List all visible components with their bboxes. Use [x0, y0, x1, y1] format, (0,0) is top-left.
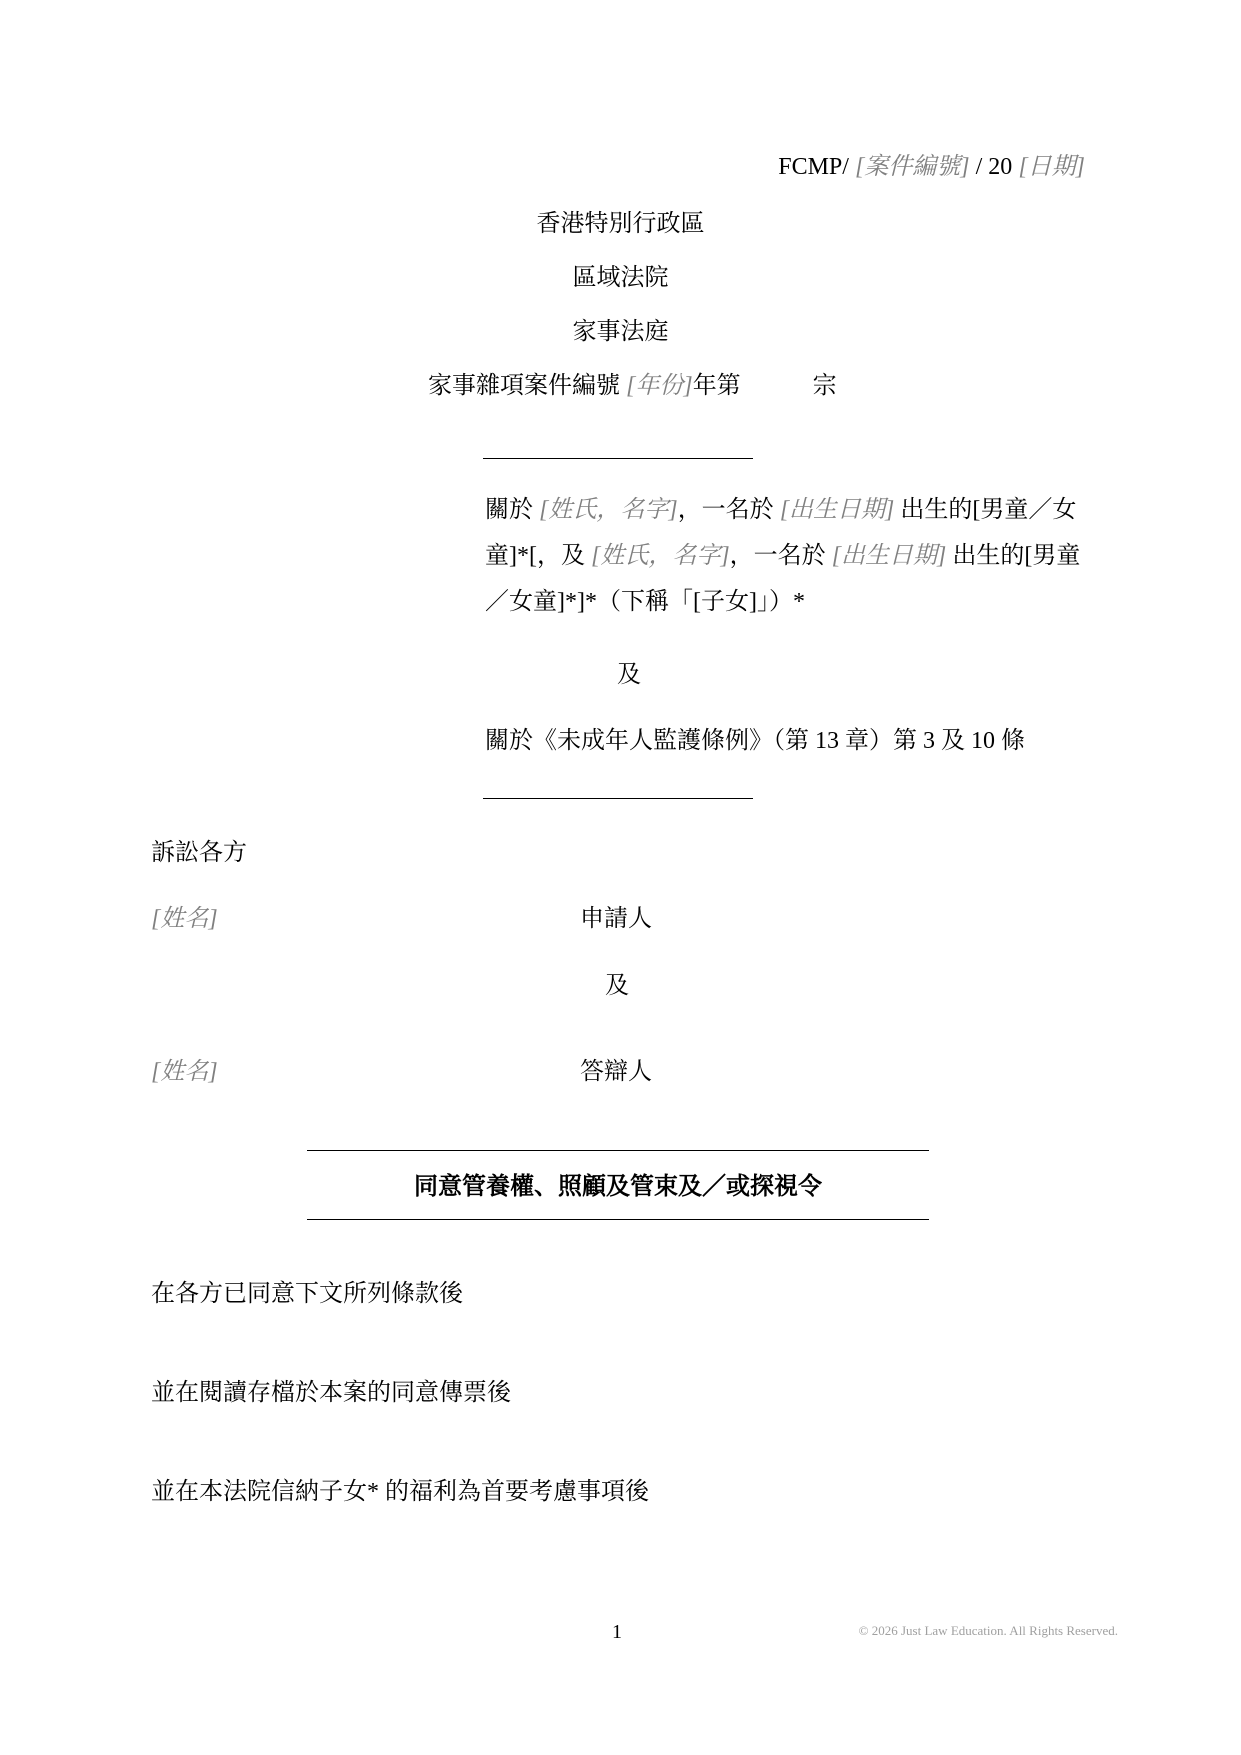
child-dob-placeholder-2[interactable]: [出生日期]	[831, 543, 947, 569]
copyright-notice: © 2026 Just Law Education. All Rights Reserved.	[858, 1623, 1118, 1638]
court-region: 香港特別行政區	[536, 211, 705, 237]
child-name-placeholder-2[interactable]: [姓氏，名字]	[590, 543, 730, 569]
respondent-label: 答辯人	[580, 1059, 652, 1085]
court-name: 區域法院	[572, 265, 669, 291]
matter-and: 及	[617, 662, 641, 688]
title-rule-bottom	[307, 1219, 929, 1220]
ordinance-reference: 關於《未成年人監護條例》（第 13 章）第 3 及 10 條	[485, 728, 1025, 754]
recital-2: 並在閱讀存檔於本案的同意傳票後	[151, 1380, 511, 1406]
divider-bottom	[483, 798, 753, 799]
date-placeholder[interactable]: [日期]	[1018, 154, 1085, 180]
title-rule-top	[307, 1150, 929, 1151]
order-title: 同意管養權、照顧及管束及／或探視令	[414, 1174, 822, 1200]
court-division: 家事法庭	[572, 319, 669, 345]
recital-1: 在各方已同意下文所列條款後	[151, 1281, 463, 1307]
divider-top	[483, 458, 753, 459]
recital-3: 並在本法院信納子女* 的福利為首要考慮事項後	[151, 1479, 649, 1505]
applicant-label: 申請人	[580, 906, 652, 932]
matter-paragraph: 關於 [姓氏，名字]，一名於 [出生日期] 出生的[男童／女童]*[，及 [姓氏，名字]，一名於 [出生日期] 出生的[男童／女童]*]*（下稱「[子女]」）*	[485, 497, 1081, 615]
case-number-placeholder[interactable]: [案件編號]	[854, 154, 970, 180]
applicant-name-placeholder[interactable]: [姓名]	[151, 906, 218, 932]
page-number: 1	[612, 1621, 622, 1643]
case-line-suffix: 年第 宗	[692, 373, 837, 399]
child-dob-placeholder-1[interactable]: [出生日期]	[779, 497, 895, 523]
case-reference	[778, 146, 1085, 181]
parties-heading: 訴訟各方	[151, 840, 247, 866]
respondent-name-placeholder[interactable]: [姓名]	[151, 1059, 218, 1085]
case-ref-middle: / 20	[969, 154, 1019, 180]
year-placeholder[interactable]: [年份]	[626, 373, 693, 399]
case-number-line	[428, 365, 837, 400]
parties-and: 及	[605, 973, 629, 999]
child-name-placeholder-1[interactable]: [姓氏，名字]	[539, 497, 678, 523]
case-ref-prefix: FCMP/	[778, 154, 849, 180]
case-line-prefix: 家事雜項案件編號	[428, 373, 626, 399]
